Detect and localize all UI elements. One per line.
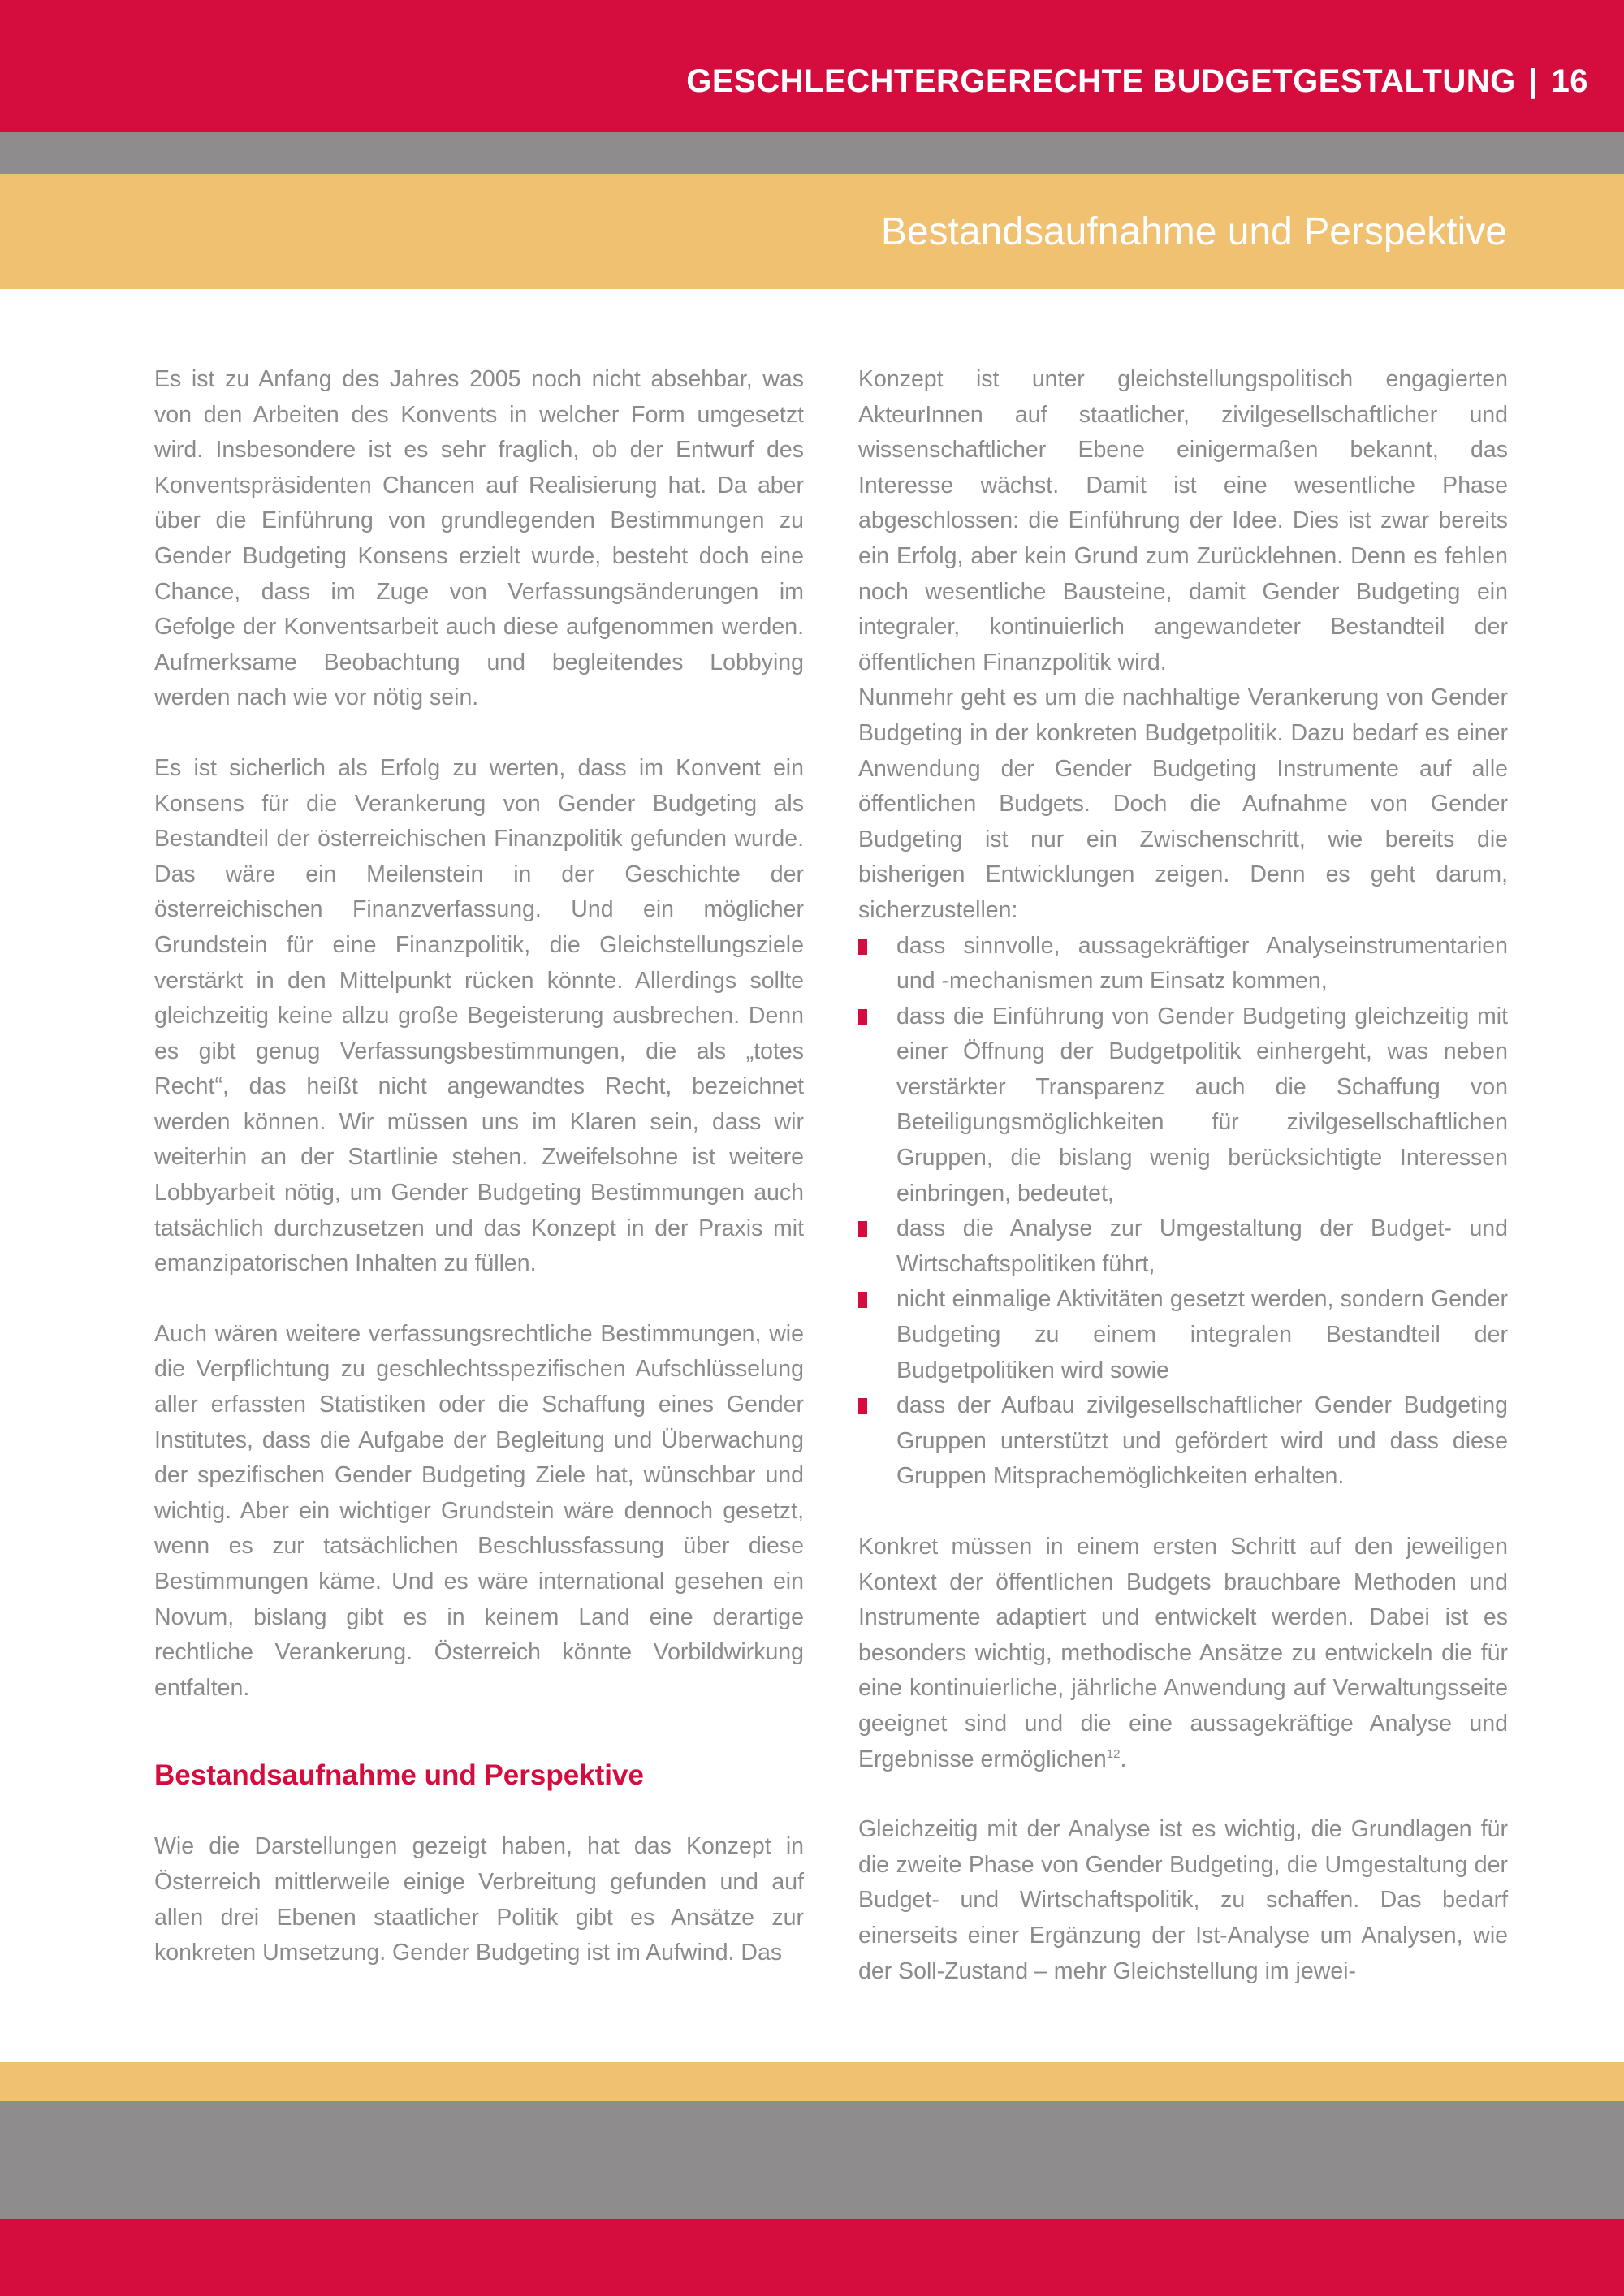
- header-gray-band: [0, 132, 1624, 174]
- footer-red-band: [0, 2219, 1624, 2296]
- list-item: [858, 1211, 1508, 1282]
- page-number: 16: [1551, 63, 1588, 99]
- running-header: [686, 63, 1588, 100]
- bullet-square-icon: [858, 1292, 867, 1308]
- bullet-square-icon: [858, 1009, 867, 1025]
- left-paragraph-3: Auch wären weitere verfassungsrechtliche Bestimmungen, wie die Verpflichtung zu geschlechtsspezifischen Aufschlüsselung aller erfassten Statistiken oder die Schaffung eines Gender Institutes, dass die Aufgabe der Begleitung und Überwachung der spezifischen Gender Budgeting Ziele hat, wünschbar und wichtig. Aber ein wichtiger Grundstein wäre dennoch gesetzt, wenn es zur tatsächlichen Beschlussfassung über diese Bestimmungen käme. Und es wäre international gesehen ein Novum, bislang gibt es in keinem Land eine derartige rechtliche Verankerung. Österreich könnte Vorbildwirkung entfalten.: [154, 1320, 804, 1701]
- footer-gray-band: [0, 2101, 1624, 2219]
- header-separator: |: [1528, 63, 1539, 99]
- right-paragraph-3-end: .: [1120, 1746, 1127, 1772]
- list-item-text: dass sinnvolle, aussagekräftiger Analyseinstrumentarien und -mechanismen zum Einsatz kommen,: [896, 932, 1508, 995]
- right-paragraph-4: Gleichzeitig mit der Analyse ist es wichtig, die Grundlagen für die zweite Phase von Gender Budgeting, die Umgestaltung der Budget- und Wirtschaftspolitik, zu schaffen. Das bedarf einerseits einer Ergänzung der Ist-Analyse um Analysen, wie der Soll-Zustand – mehr Gleichstellung im jewei-: [858, 1816, 1508, 1984]
- bullet-square-icon: [858, 1221, 867, 1237]
- bullet-list: [858, 929, 1508, 1495]
- right-column: [858, 362, 1508, 1989]
- right-paragraph-3-text: Konkret müssen in einem ersten Schritt auf den jeweiligen Kontext der öffentlichen Budgets brauchbare Methoden und Instrumente adaptiert und entwickelt werden. Dabei ist es besonders wichtig, methodische Ansätze zu entwickeln die für eine kontinuierliche, jährliche Anwendung auf Verwaltungsseite geeignet sind und die eine aussagekräftige Analyse und Ergebnisse ermöglichen: [858, 1534, 1508, 1772]
- list-item: [858, 929, 1508, 999]
- left-column: [154, 362, 804, 1971]
- list-item-text: dass der Aufbau zivilgesellschaftlicher Gender Budgeting Gruppen unterstützt und gefördert wird und dass diese Gruppen Mitsprachemöglichkeiten erhalten.: [896, 1392, 1508, 1490]
- section-title-banner: Bestandsaufnahme und Perspektive: [880, 210, 1507, 253]
- right-paragraph-2: Nunmehr geht es um die nachhaltige Verankerung von Gender Budgeting in der konkreten Budgetpolitik. Dazu bedarf es einer Anwendung der Gender Budgeting Instrumente auf alle öffentlichen Budgets. Doch die Aufnahme von Gender Budgeting ist nur ein Zwischenschritt, wie bereits die bisherigen Entwicklungen zeigen. Denn es geht darum, sicherzustellen:: [858, 684, 1508, 923]
- bullet-square-icon: [858, 939, 867, 955]
- left-paragraph-2: Es ist sicherlich als Erfolg zu werten, dass im Konvent ein Konsens für die Verankerung von Gender Budgeting als Bestandteil der österreichischen Finanzpolitik gefunden wurde. Das wäre ein Meilenstein in der Geschichte der österreichischen Finanzverfassung. Und ein möglicher Grundstein für eine Finanzpolitik, die Gleichstellungsziele verstärkt in den Mittelpunkt rücken könnte. Allerdings sollte gleichzeitig keine allzu große Begeisterung ausbrechen. Denn es gibt genug Verfassungsbestimmungen, die als „totes Recht“, das heißt nicht angewandtes Recht, bezeichnet werden können. Wir müssen uns im Klaren sein, dass wir weiterhin an der Startlinie stehen. Zweifelsohne ist weitere Lobbyarbeit nötig, um Gender Budgeting Bestimmungen auch tatsächlich durchzusetzen und das Konzept in der Praxis mit emanzipatorischen Inhalten zu füllen.: [154, 754, 804, 1277]
- right-paragraph-1: Konzept ist unter gleichstellungspolitisch engagierten AkteurInnen auf staatlicher, zivilgesellschaftlicher und wissenschaftlicher Ebene einigermaßen bekannt, das Interesse wächst. Damit ist eine wesentliche Phase abgeschlossen: die Einführung der Idee. Dies ist zwar bereits ein Erfolg, aber kein Grund zum Zurücklehnen. Denn es fehlen noch wesentliche Bausteine, damit Gender Budgeting ein integraler, kontinuierlich angewandeter Bestandteil der öffentlichen Finanzpolitik wird.: [858, 366, 1508, 675]
- list-item-text: dass die Analyse zur Umgestaltung der Budget- und Wirtschaftspolitiken führt,: [896, 1215, 1508, 1277]
- footer-yellow-band: [0, 2062, 1624, 2101]
- footnote-reference[interactable]: 12: [1106, 1746, 1121, 1761]
- bullet-square-icon: [858, 1398, 867, 1414]
- left-paragraph-1: Es ist zu Anfang des Jahres 2005 noch nicht absehbar, was von den Arbeiten des Konvents in welcher Form umgesetzt wird. Insbesondere ist es sehr fraglich, ob der Entwurf des Konventspräsidenten Chancen auf Realisierung hat. Da aber über die Einführung von grundlegenden Bestimmungen zu Gender Budgeting Konsens erzielt wurde, besteht doch eine Chance, dass im Zuge von Verfassungsänderungen im Gefolge der Konventsarbeit auch diese aufgenommen werden. Aufmerksame Beobachtung und begleitendes Lobbying werden nach wie vor nötig sein.: [154, 366, 804, 711]
- list-item-text: dass die Einführung von Gender Budgeting gleichzeitig mit einer Öffnung der Budgetpolitik einhergeht, was neben verstärkter Transparenz auch die Schaffung von Beteiligungsmöglichkeiten für zivilgesellschaftlichen Gruppen, die bislang wenig berücksichtigte Interessen einbringen, bedeutet,: [896, 1003, 1508, 1206]
- list-item: [858, 1282, 1508, 1388]
- list-item: [858, 999, 1508, 1212]
- left-paragraph-4: Wie die Darstellungen gezeigt haben, hat das Konzept in Österreich mittlerweile einige Verbreitung gefunden und auf allen drei Ebenen staatlicher Politik gibt es Ansätze zur konkreten Umsetzung. Gender Budgeting ist im Aufwind. Das: [154, 1833, 804, 1966]
- list-item: [858, 1388, 1508, 1495]
- section-subheading: Bestandsaufnahme und Perspektive: [154, 1759, 644, 1792]
- document-title: GESCHLECHTERGERECHTE BUDGETGESTALTUNG: [686, 63, 1516, 99]
- list-item-text: nicht einmalige Aktivitäten gesetzt werden, sondern Gender Budgeting zu einem integralen Bestandteil der Budgetpolitiken wird sowie: [896, 1286, 1508, 1383]
- right-paragraph-3: [858, 1530, 1508, 1777]
